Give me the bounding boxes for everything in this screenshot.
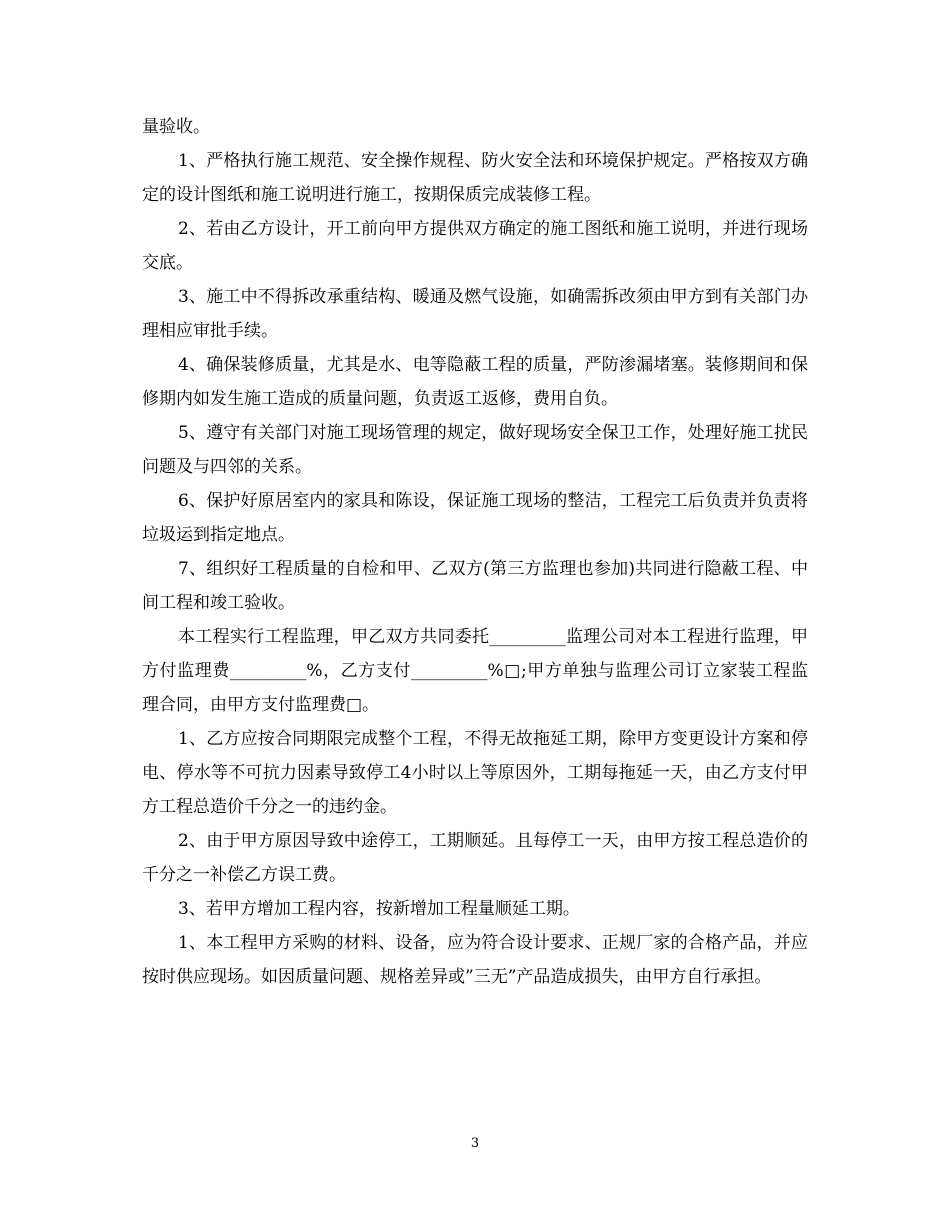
paragraph-13: 1、本工程甲方采购的材料、设备，应为符合设计要求、正规厂家的合格产品，并应按时供应现场。如因质量问题、规格差异或”三无”产品造成损失，由甲方自行承担。 [142,933,808,987]
page-number: 3 [470,1136,480,1151]
paragraph-8: 7、组织好工程质量的自检和甲、乙双方(第三方监理也参加)共同进行隐蔽工程、中间工程和竣工验收。 [142,559,808,613]
paragraph-6: 5、遵守有关部门对施工现场管理的规定，做好现场安全保卫工作，处理好施工扰民问题及与四邻的关系。 [142,423,808,477]
paragraph-1: 量验收。 [142,117,210,137]
paragraph-3: 2、若由乙方设计，开工前向甲方提供双方确定的施工图纸和施工说明，并进行现场交底。 [142,219,808,273]
paragraph-11: 2、由于甲方原因导致中途停工，工期顺延。且每停工一天，由甲方按工程总造价的千分之一补偿乙方误工费。 [142,831,808,885]
document-body [142,110,808,994]
paragraph-9: 本工程实行工程监理，甲乙双方共同委托_________监理公司对本工程进行监理，甲方付监理费_________%，乙方支付_________%□;甲方单独与监理公司订立家装工程监理合同，由甲方支付监理费□。 [142,627,808,715]
paragraph-7: 6、保护好原居室内的家具和陈设，保证施工现场的整洁，工程完工后负责并负责将垃圾运到指定地点。 [142,491,808,545]
paragraph-10: 1、乙方应按合同期限完成整个工程，不得无故拖延工期，除甲方变更设计方案和停电、停水等不可抗力因素导致停工4小时以上等原因外，工期每拖延一天，由乙方支付甲方工程总造价千分之一的违约金。 [142,729,808,817]
paragraph-5: 4、确保装修质量，尤其是水、电等隐蔽工程的质量，严防渗漏堵塞。装修期间和保修期内如发生施工造成的质量问题，负责返工返修，费用自负。 [142,355,808,409]
paragraph-12: 3、若甲方增加工程内容，按新增加工程量顺延工期。 [178,899,580,919]
paragraph-2: 1、严格执行施工规范、安全操作规程、防火安全法和环境保护规定。严格按双方确定的设计图纸和施工说明进行施工，按期保质完成装修工程。 [142,151,808,205]
paragraph-4: 3、施工中不得拆改承重结构、暖通及燃气设施，如确需拆改须由甲方到有关部门办理相应审批手续。 [142,287,808,341]
